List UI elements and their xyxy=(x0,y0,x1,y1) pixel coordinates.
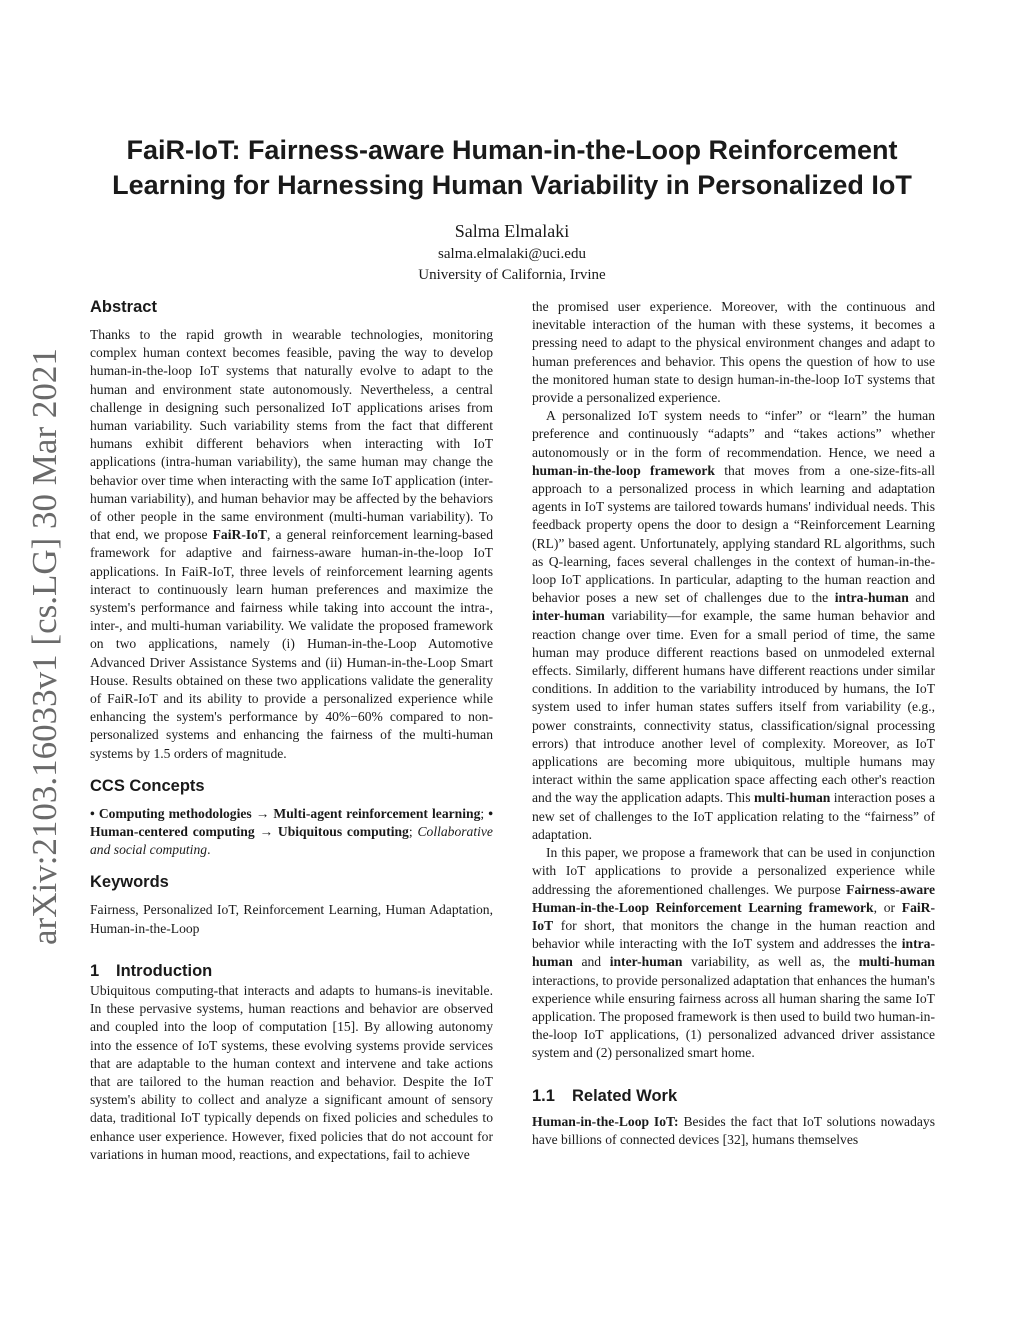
author-email[interactable]: salma.elmalaki@uci.edu xyxy=(438,246,586,262)
ccs-item: • Human-centered computing → Ubiquitous computing xyxy=(90,805,493,840)
related-work-heading: 1.1 Related Work xyxy=(532,1086,678,1105)
arxiv-identifier[interactable]: arXiv:2103.16033v1 [cs.LG] 30 Mar 2021 xyxy=(25,348,64,945)
keywords-text: Fairness, Personalized IoT, Reinforcement Learning, Human Adaptation, Human-in-the-Loop xyxy=(90,902,493,936)
ccs-heading: CCS Concepts xyxy=(90,776,205,795)
ccs-item: • Computing methodologies → Multi-agent reinforcement learning xyxy=(90,805,481,821)
keywords-heading: Keywords xyxy=(90,873,169,892)
author-name: Salma Elmalaki xyxy=(454,221,570,241)
section-number: 1 xyxy=(90,961,100,980)
framework-name: FaiR-IoT xyxy=(212,527,267,543)
abstract-text: Thanks to the rapid growth in wearable technologies, monitoring complex human context becomes feasible, paving the way to develop human-in-the-loop IoT systems that naturally evolve to adapt to the human and environment state autonomously. Nevertheless, a central challenge in designing such personalized IoT applications arises from human variability. Such variability stems from the fact that different humans exhibit different behaviors when interacting with IoT applications (intra-human variability), the same human may change the behavior over time when interacting with the same IoT application (inter-human variability), and human behavior may be affected by the behaviors of other people in the same environment (multi-human variability). To that end, we propose FaiR-IoT, a general reinforcement learning-based framework for adaptive and fairness-aware human-in-the-loop IoT applications. In FaiR-IoT, three levels of reinforcement learning agents interact to continuously learn human preferences and maximize the system's performance and fairness while taking into account the intra-, inter-, and multi-human variability. We validate the proposed framework on two applications, namely (i) Human-in-the-Loop Automotive Advanced Driver Assistance Systems and (ii) Human-in-the-Loop Smart House. Results obtained on these two applications validate the generality of FaiR-IoT and its ability to provide a personalized experience while enhancing the system's performance by 40%−60% compared to non-personalized systems and enhancing the fairness of the multi-human systems by 1.5 orders of magnitude. xyxy=(90,327,493,761)
introduction-heading: 1 Introduction xyxy=(90,961,213,980)
right-column xyxy=(532,298,935,1149)
author-affiliation: University of California, Irvine xyxy=(418,267,606,283)
paper-title xyxy=(60,133,964,203)
paragraph-lead: Human-in-the-Loop IoT: xyxy=(532,1113,679,1129)
related-work-paragraph: Human-in-the-Loop IoT: Besides the fact that IoT solutions nowadays have billions of connected devices [32], humans themselves xyxy=(532,1113,935,1147)
title-line-1: FaiR-IoT: Fairness-aware Human-in-the-Loop Reinforcement xyxy=(126,135,898,165)
subsection-number: 1.1 xyxy=(532,1086,555,1105)
ccs-item: Collaborative and social computing xyxy=(90,824,493,858)
left-column xyxy=(90,296,493,1164)
intro-paragraph-1-continued: the promised user experience. Moreover, with the continuous and inevitable interaction of the human with these systems, it becomes a pressing need to adapt to the physical environment changes and adapt to human preferences and behavior. This opens the question of how to use the monitored human state to design human-in-the-loop IoT systems that provide a personalized experience. xyxy=(532,299,935,406)
intro-paragraph-2: A personalized IoT system needs to “infer” or “learn” the human preference and continuously “adapts” and “takes actions” whether autonomously or in the form of recommendation. Hence, we need a human-in-the-loop framework that moves from a one-size-fits-all approach to a personalized process in which learning and adaptation agents in IoT systems are tailored towards humans' individual needs. This feedback property opens the door to design a “Reinforcement Learning (RL)” based agent. Unfortunately, applying standard RL algorithms, such as Q-learning, faces several challenges in the context of human-in-the-loop IoT applications. In particular, adapting to the human reaction and behavior poses a new set of challenges due to the intra-human and inter-human variability—for example, the same human behavior and reaction change over time. Even for a small period of time, the same human may produce different reactions based on unmodeled external effects. Similarly, different humans have different reactions under similar conditions. In addition to the variability introduced by humans, the IoT system used to infer human states suffers itself from variability (e.g., power constraints, connectivity status, classification/signal processing errors) that introduce another level of complexity. Moreover, as IoT applications are becoming more ubiquitous, multiple humans may interact within the same application space affecting each other's reaction and the way the application adapts. This multi-human interaction poses a new set of challenges to the IoT application relating to the “fairness” of adaptation. xyxy=(532,408,936,842)
abstract-heading: Abstract xyxy=(90,298,157,316)
ccs-concepts: • Computing methodologies → Multi-agent reinforcement learning; • Human-centered computing → Ubiquitous computing; Collaborative and social computing. xyxy=(90,805,493,858)
intro-paragraph-3: In this paper, we propose a framework that can be used in conjunction with IoT applications to provide a personalized experience while addressing the aforementioned challenges. We purpose Fairness-aware Human-in-the-Loop Reinforcement Learning framework, or FaiR-IoT for short, that monitors the change in the human reaction and behavior while interacting with the IoT system and addresses the intra-human and inter-human variability, as well as, the multi-human interactions, to provide personalized adaptation that enhances the human's experience while ensuring fairness across all human sharing the same IoT application. The proposed framework is then used to build two human-in-the-loop IoT applications, (1) personalized advanced driver assistance system and (2) personalized smart home. xyxy=(532,845,935,1061)
intro-paragraph-1: Ubiquitous computing-that interacts and adapts to humans-is inevitable. In these pervasive systems, human reactions and behavior are observed and coupled into the loop of computation [15]. By allowing autonomy into the essence of IoT systems, these evolving systems provide services that are adaptable to the human context and intervene and take actions that are tailored to the human reaction and behavior. Despite the IoT system's ability to collect and analyze a significant amount of sensory data, traditional IoT typically depends on fixed policies and schedules to enhance user experience. However, fixed policies that do not account for variations in human mood, reactions, and expectations, fail to achieve xyxy=(90,982,493,1162)
author-block xyxy=(312,218,712,286)
title-line-2: Learning for Harnessing Human Variability in Personalized IoT xyxy=(112,170,912,200)
